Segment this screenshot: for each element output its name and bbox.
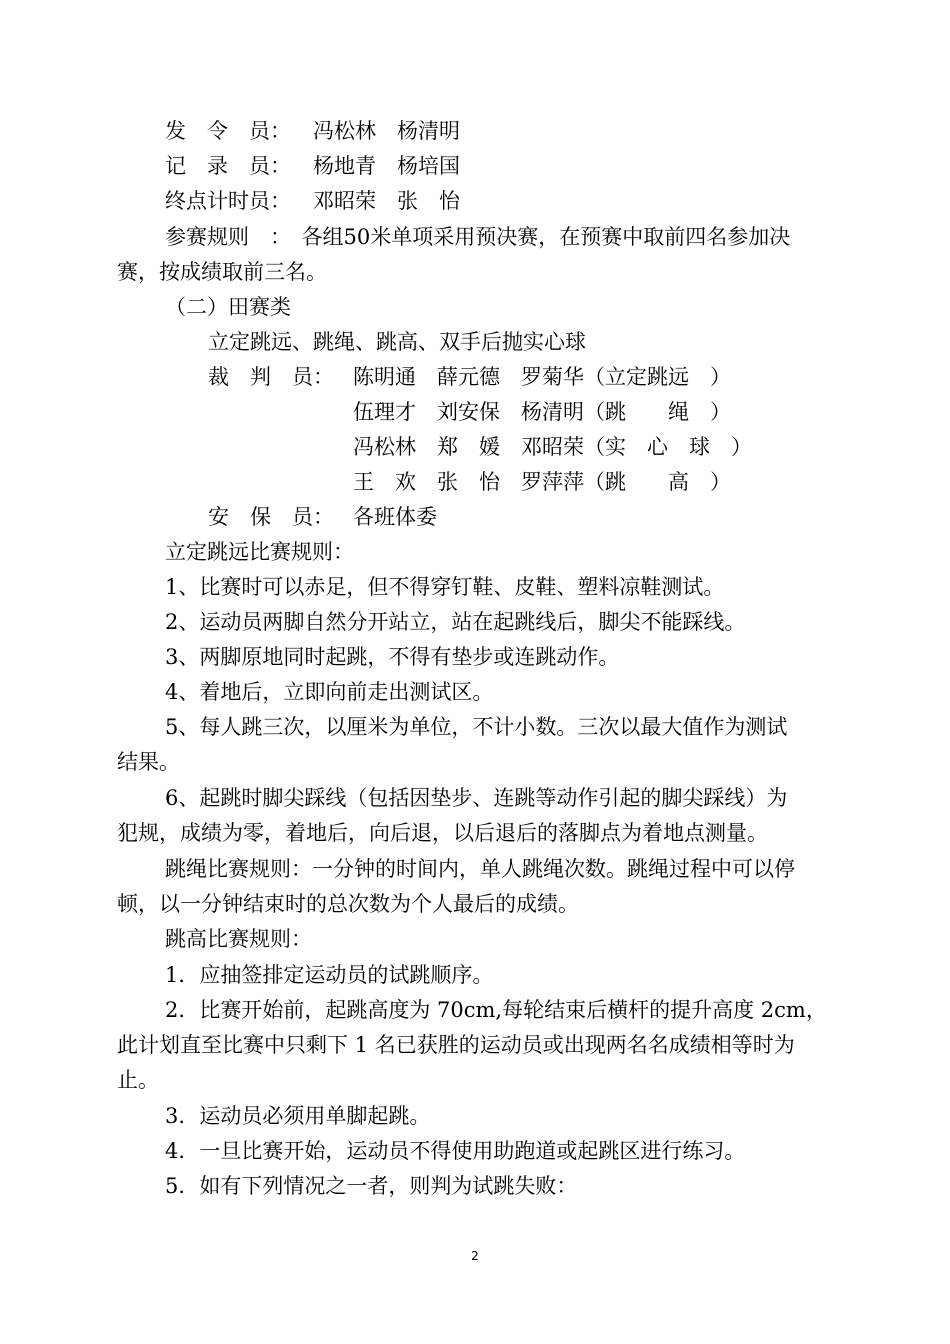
referee-row: 冯松林 郑 媛 邓昭荣（实 心 球 ） [353, 435, 752, 459]
rules-heading: 立定跳远比赛规则： [165, 540, 354, 564]
role-security-names: 各班体委 [353, 505, 437, 529]
referee-row: 陈明通 薛元德 罗菊华（立定跳远 ） [353, 365, 731, 389]
rule-item: 3．运动员必须用单脚起跳。 [165, 1104, 431, 1128]
rule-item: 4、着地后，立即向前走出测试区。 [165, 680, 494, 704]
role-starter-names: 冯松林 杨清明 [313, 119, 460, 143]
page-number: 2 [471, 1249, 479, 1263]
rule-item: 1、比赛时可以赤足，但不得穿钉鞋、皮鞋、塑料凉鞋测试。 [165, 575, 725, 599]
role-timer-names: 邓昭荣 张 怡 [313, 189, 460, 213]
role-recorder-names: 杨地青 杨培国 [313, 154, 460, 178]
rules-line: 参赛规则 ： 各组50米单项采用预决赛，在预赛中取前四名参加决 [165, 225, 791, 249]
rules-line: 赛，按成绩取前三名。 [117, 260, 327, 284]
rule-item: 结果。 [117, 750, 180, 774]
role-starter-label: 发 令 员： [165, 119, 291, 143]
event-list: 立定跳远、跳绳、跳高、双手后抛实心球 [208, 330, 586, 354]
rule-item: 3、两脚原地同时起跳，不得有垫步或连跳动作。 [165, 645, 620, 669]
rules-heading: 跳高比赛规则： [165, 927, 312, 951]
rule-item: 4．一旦比赛开始，运动员不得使用助跑道或起跳区进行练习。 [165, 1139, 746, 1163]
referee-row: 伍理才 刘安保 杨清明（跳 绳 ） [353, 400, 731, 424]
role-timer-label: 终点计时员： [165, 189, 291, 213]
rule-item: 2．比赛开始前，起跳高度为 70cm,每轮结束后横杆的提升高度 2cm， [165, 998, 827, 1022]
role-security-label: 安 保 员： [208, 505, 334, 529]
role-recorder-label: 记 录 员： [165, 154, 291, 178]
rule-item: 1．应抽签排定运动员的试跳顺序。 [165, 963, 494, 987]
rule-item: 5．如有下列情况之一者，则判为试跳失败： [165, 1174, 578, 1198]
rule-item: 顿，以一分钟结束时的总次数为个人最后的成绩。 [117, 892, 579, 916]
rule-item: 此计划直至比赛中只剩下 1 名已获胜的运动员或出现两名名成绩相等时为 [117, 1033, 795, 1057]
rule-item: 6、起跳时脚尖踩线（包括因垫步、连跳等动作引起的脚尖踩线）为 [165, 786, 788, 810]
rule-item: 止。 [117, 1068, 159, 1092]
rule-item: 犯规，成绩为零，着地后，向后退，以后退后的落脚点为着地点测量。 [117, 821, 768, 845]
rule-item: 跳绳比赛规则：一分钟的时间内，单人跳绳次数。跳绳过程中可以停 [165, 857, 795, 881]
rule-item: 2、运动员两脚自然分开站立，站在起跳线后，脚尖不能踩线。 [165, 610, 746, 634]
role-referee-label: 裁 判 员： [208, 365, 334, 389]
section-heading: （二）田赛类 [165, 295, 291, 319]
rule-item: 5、每人跳三次，以厘米为单位，不计小数。三次以最大值作为测试 [165, 715, 788, 739]
referee-row: 王 欢 张 怡 罗萍萍（跳 高 ） [353, 470, 731, 494]
